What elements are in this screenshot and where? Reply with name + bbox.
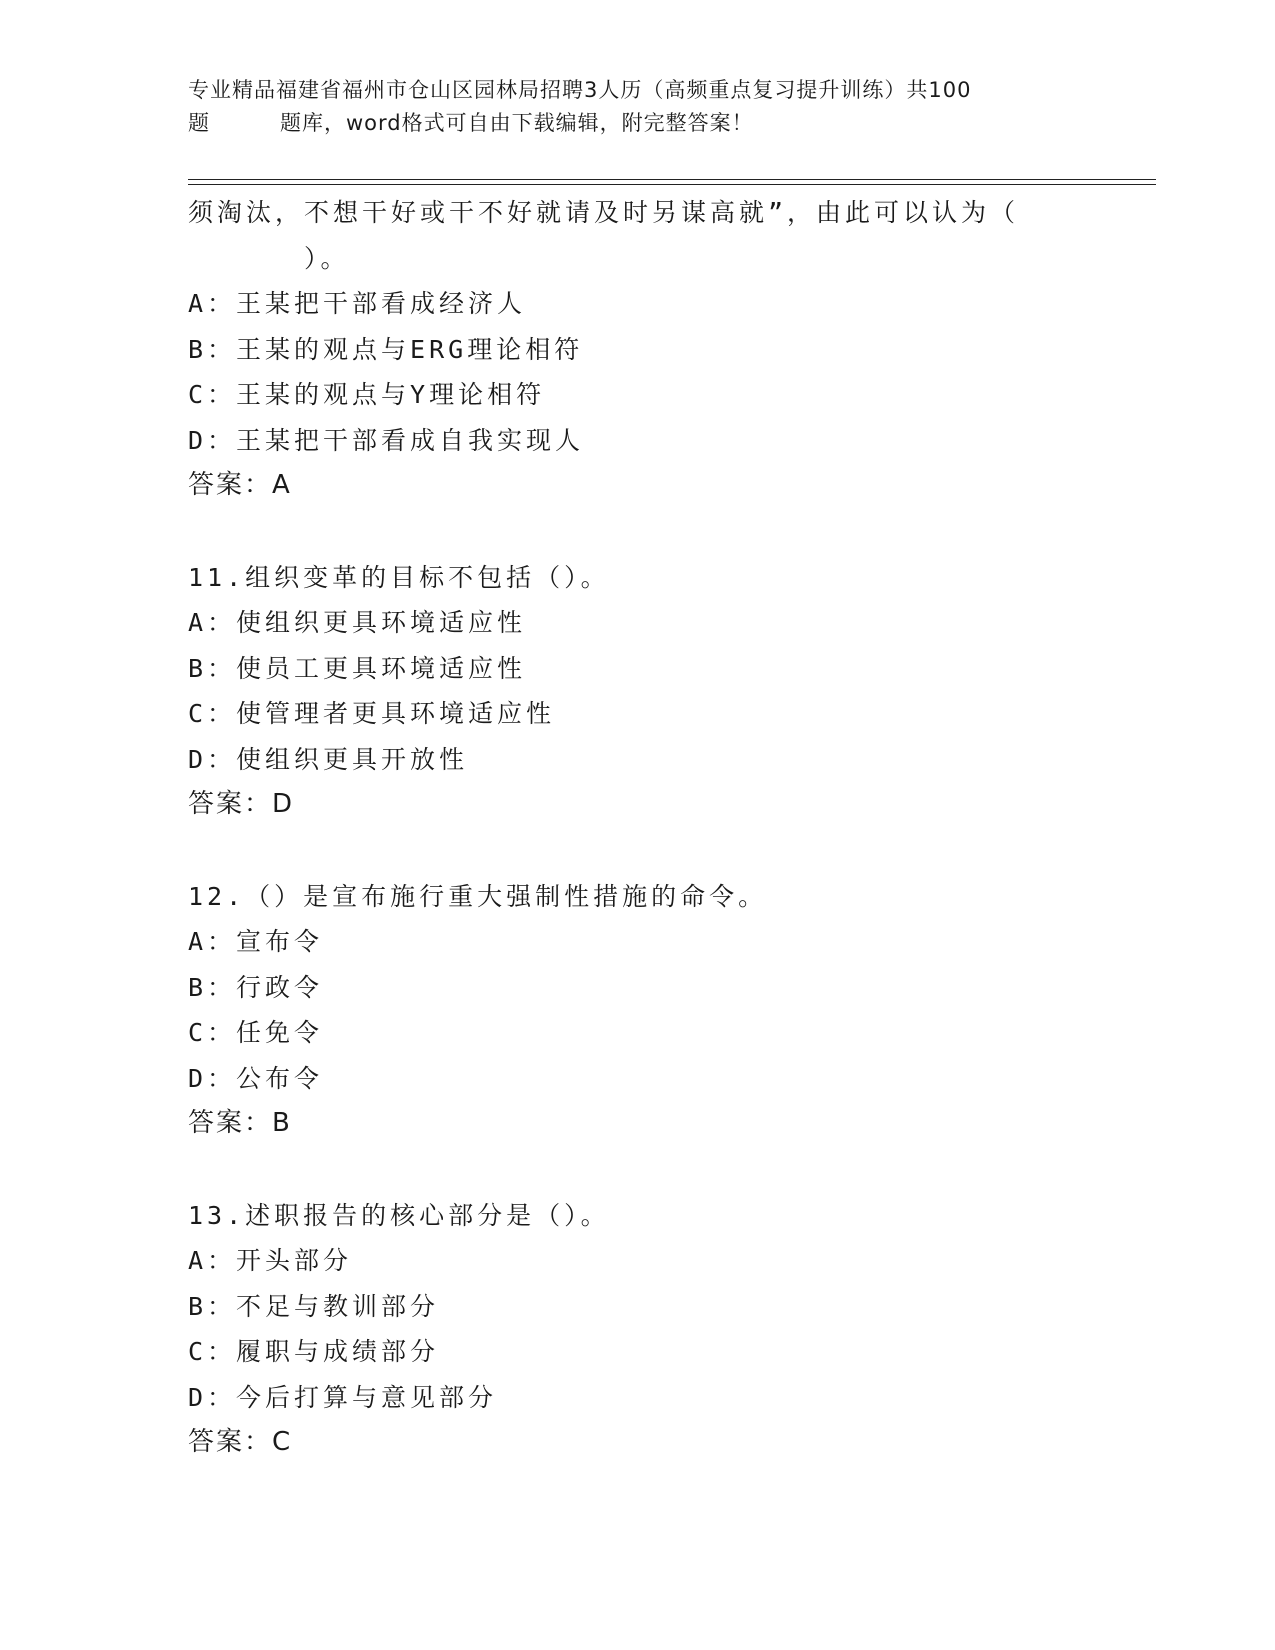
option-d: D：今后打算与意见部分 — [188, 1382, 498, 1412]
question-12 — [188, 874, 1148, 1147]
question-11 — [188, 555, 1148, 828]
question-list — [188, 190, 1148, 1466]
option-b: B：使员工更具环境适应性 — [188, 653, 527, 683]
question-stem: 12.（）是宣布施行重大强制性措施的命令。 — [188, 881, 768, 911]
header-title-line2-rest: 题库，word格式可自由下载编辑，附完整答案！ — [280, 111, 754, 135]
answer-line: 答案：C — [188, 1427, 293, 1457]
question-separator — [188, 1147, 1148, 1193]
answer-line: 答案：B — [188, 1108, 292, 1138]
question-stem: 11.组织变革的目标不包括（）。 — [188, 562, 610, 592]
question-13 — [188, 1193, 1148, 1466]
answer-line: 答案：A — [188, 470, 292, 500]
question-stem: 13.述职报告的核心部分是（）。 — [188, 1200, 610, 1230]
question-10-continuation — [188, 190, 1148, 509]
option-b: B：行政令 — [188, 972, 324, 1002]
question-separator — [188, 828, 1148, 874]
question-stem-continued: 须淘汰，不想干好或干不好就请及时另谋高就”，由此可以认为（ — [188, 198, 1020, 227]
option-a: A：王某把干部看成经济人 — [188, 289, 527, 318]
option-c: C：王某的观点与Y理论相符 — [188, 380, 546, 409]
option-b: B：不足与教训部分 — [188, 1291, 440, 1321]
header-divider-top — [188, 179, 1156, 180]
header-divider-bottom — [188, 184, 1156, 185]
header-title-line2 — [188, 107, 1148, 140]
option-c: C：履职与成绩部分 — [188, 1337, 440, 1366]
option-d: D：使组织更具开放性 — [188, 744, 469, 774]
option-a: A：宣布令 — [188, 927, 324, 956]
option-d: D：王某把干部看成自我实现人 — [188, 425, 585, 455]
page-header — [188, 74, 1148, 140]
header-title-line2-start: 题 — [188, 111, 210, 135]
question-separator — [188, 509, 1148, 555]
question-stem-continued-end: ）。 — [304, 243, 350, 273]
option-b: B：王某的观点与ERG理论相符 — [188, 334, 584, 364]
option-c: C：任免令 — [188, 1018, 324, 1047]
option-d: D：公布令 — [188, 1063, 324, 1093]
option-c: C：使管理者更具环境适应性 — [188, 699, 556, 728]
option-a: A：使组织更具环境适应性 — [188, 608, 527, 637]
header-title-line1: 专业精品福建省福州市仓山区园林局招聘3人历（高频重点复习提升训练）共100 — [188, 78, 972, 102]
option-a: A：开头部分 — [188, 1246, 353, 1275]
answer-line: 答案：D — [188, 789, 295, 819]
